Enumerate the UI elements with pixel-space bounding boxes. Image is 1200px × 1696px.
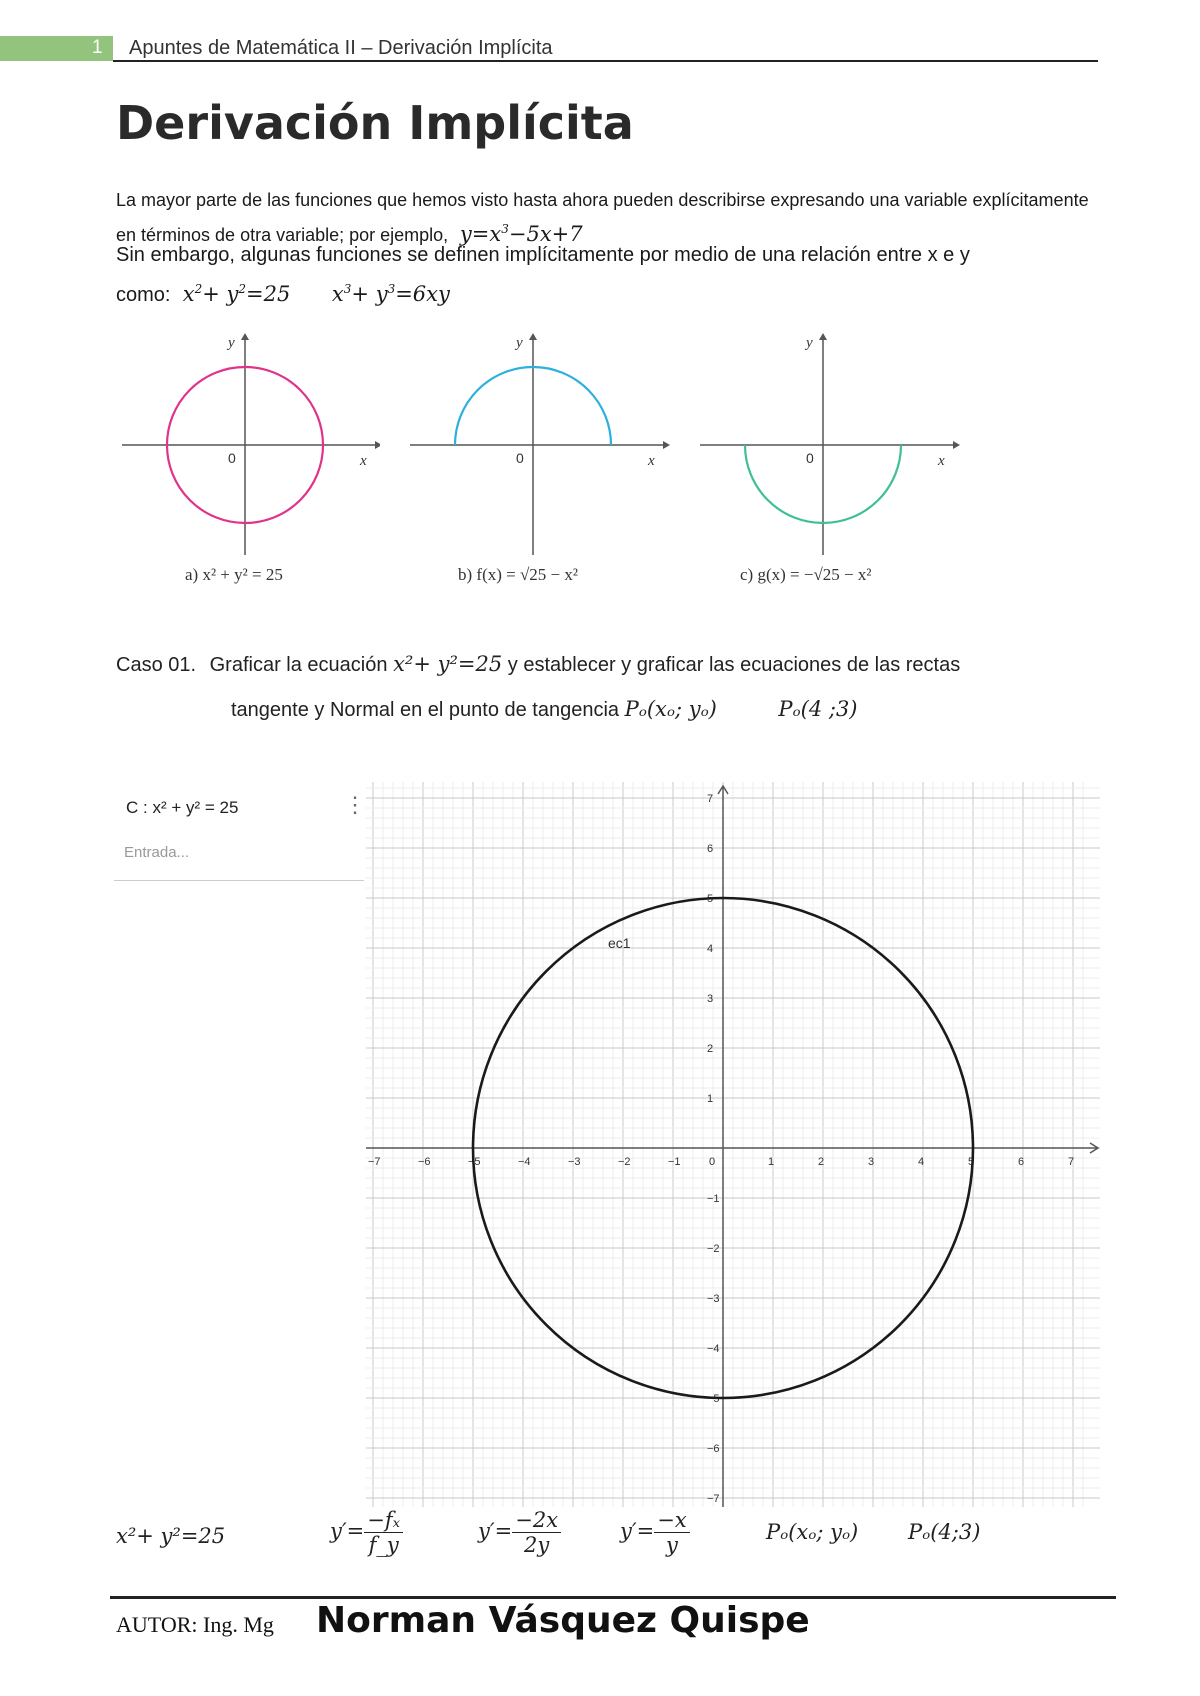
header-title: Apuntes de Matemática II – Derivación Implícita [129, 37, 553, 59]
x-tick-label: −1 [668, 1156, 681, 1168]
y-tick-label: 6 [707, 843, 714, 855]
y-tick-label: −2 [707, 1243, 720, 1255]
y-axis-label: y [228, 335, 235, 351]
como-label: como: [116, 284, 171, 306]
implicit-eq-circle: $x^2+ y^2=25$ [182, 282, 291, 306]
x-tick-label: −7 [368, 1156, 381, 1168]
x-axis-label: x [360, 453, 367, 469]
y-axis-label: y [806, 335, 813, 351]
y-axis-label: y [516, 335, 523, 351]
graph-upper-semicircle [408, 325, 678, 600]
case-01-statement [116, 652, 960, 677]
graph-caption: b) f(x) = √25 − x² [458, 565, 578, 584]
y-tick-label: 3 [707, 993, 714, 1005]
y-tick-label: 5 [707, 893, 714, 905]
algebra-entry-circle[interactable]: C : x² + y² = 25 [126, 798, 239, 817]
case-text-1: Graficar la ecuación [209, 654, 388, 676]
x-tick-label: −2 [618, 1156, 631, 1168]
y-tick-label: 4 [707, 943, 714, 955]
implicit-paragraph: Sin embargo, algunas funciones se definen implícitamente por medio de una relación entre x e y [116, 244, 970, 266]
curve-label: ec1 [608, 935, 631, 951]
header-rule [113, 60, 1098, 62]
input-bar[interactable]: Entrada... [124, 844, 190, 861]
x-tick-label: −6 [418, 1156, 431, 1168]
more-options-icon[interactable]: ⋮ [344, 792, 366, 817]
case-01-statement-line2 [231, 697, 858, 722]
x-tick-label: 3 [868, 1156, 875, 1168]
y-tick-label: −1 [707, 1193, 720, 1205]
origin-label: 0 [228, 450, 236, 466]
formula-eq: x²+ y²=25 [116, 1524, 226, 1548]
tangent-point-general: Pₒ(xₒ; yₒ) [624, 697, 717, 721]
document-title: Derivación Implícita [116, 96, 634, 150]
y-axis-arrow [819, 333, 827, 340]
algebra-panel [114, 782, 364, 884]
intro-text: La mayor parte de las funciones que hemos visto hasta ahora pueden describirse expresando una variable explícitamente en términos de otra variable; por ejemplo, [116, 190, 1089, 245]
formula-derivative-general: y′= $\frac{\text{−fₓ}}{f\_y}$ [330, 1508, 403, 1557]
y-tick-label: 2 [707, 1043, 714, 1055]
x-tick-label: −3 [568, 1156, 581, 1168]
origin-label: 0 [516, 450, 524, 466]
y-tick-label: 1 [707, 1093, 714, 1105]
x-tick-label: −4 [518, 1156, 531, 1168]
y-tick-label: 7 [707, 793, 714, 805]
y-tick-label: −3 [707, 1293, 720, 1305]
case-text-2: y establecer y graficar las ecuaciones de las rectas [507, 654, 961, 676]
author-name: Norman Vásquez Quispe [316, 1600, 810, 1641]
formula-point-general: Pₒ(xₒ; yₒ) [766, 1520, 859, 1544]
y-axis-arrow [241, 333, 249, 340]
x-tick-label: 6 [1018, 1156, 1025, 1168]
x-axis-label: x [648, 453, 655, 469]
implicit-examples [116, 282, 450, 307]
x-axis-arrow [375, 441, 380, 449]
y-tick-label: −6 [707, 1443, 720, 1455]
graph-caption: a) x² + y² = 25 [185, 565, 283, 584]
y-axis-arrow [529, 333, 537, 340]
case-equation: x²+ y²=25 [393, 652, 503, 676]
x-tick-label: 5 [968, 1156, 975, 1168]
formula-point-specific: Pₒ(4;3) [908, 1520, 981, 1544]
x-axis-arrow [953, 441, 960, 449]
x-axis-label: x [938, 453, 945, 469]
x-tick-label: 1 [768, 1156, 775, 1168]
graph-lower-semicircle [698, 325, 968, 600]
case-label: Caso 01. [116, 654, 197, 676]
y-tick-label: −4 [707, 1343, 720, 1355]
x-tick-label: −5 [468, 1156, 481, 1168]
formula-derivative-circle: y′= $\frac{-2x}{2y}$ [478, 1508, 561, 1557]
implicit-eq-folium: $x^3+ y^3=6xy$ [331, 282, 450, 306]
graph-caption: c) g(x) = −√25 − x² [740, 565, 872, 584]
origin-label: 0 [709, 1156, 716, 1168]
y-tick-label: −5 [707, 1393, 720, 1405]
page-number: 1 [92, 37, 103, 58]
origin-label: 0 [806, 450, 814, 466]
x-tick-label: 4 [918, 1156, 925, 1168]
tangent-point-specific: Pₒ(4 ;3) [778, 697, 858, 721]
x-tick-label: 7 [1068, 1156, 1075, 1168]
graphics-view[interactable] [366, 782, 1100, 1507]
explicit-example-eq: $y=x^3-5x+7$ [459, 222, 583, 246]
case-text-3: tangente y Normal en el punto de tangencia [231, 699, 620, 721]
graph-circle [120, 325, 380, 600]
x-axis-arrow [663, 441, 670, 449]
y-tick-label: −7 [707, 1493, 720, 1505]
formula-derivative-simplified: y′= $\frac{-x}{y}$ [620, 1508, 690, 1557]
x-tick-label: 2 [818, 1156, 825, 1168]
footer-rule [110, 1596, 1116, 1599]
author-prefix: AUTOR: Ing. Mg [116, 1612, 274, 1637]
algebra-divider [114, 880, 364, 881]
